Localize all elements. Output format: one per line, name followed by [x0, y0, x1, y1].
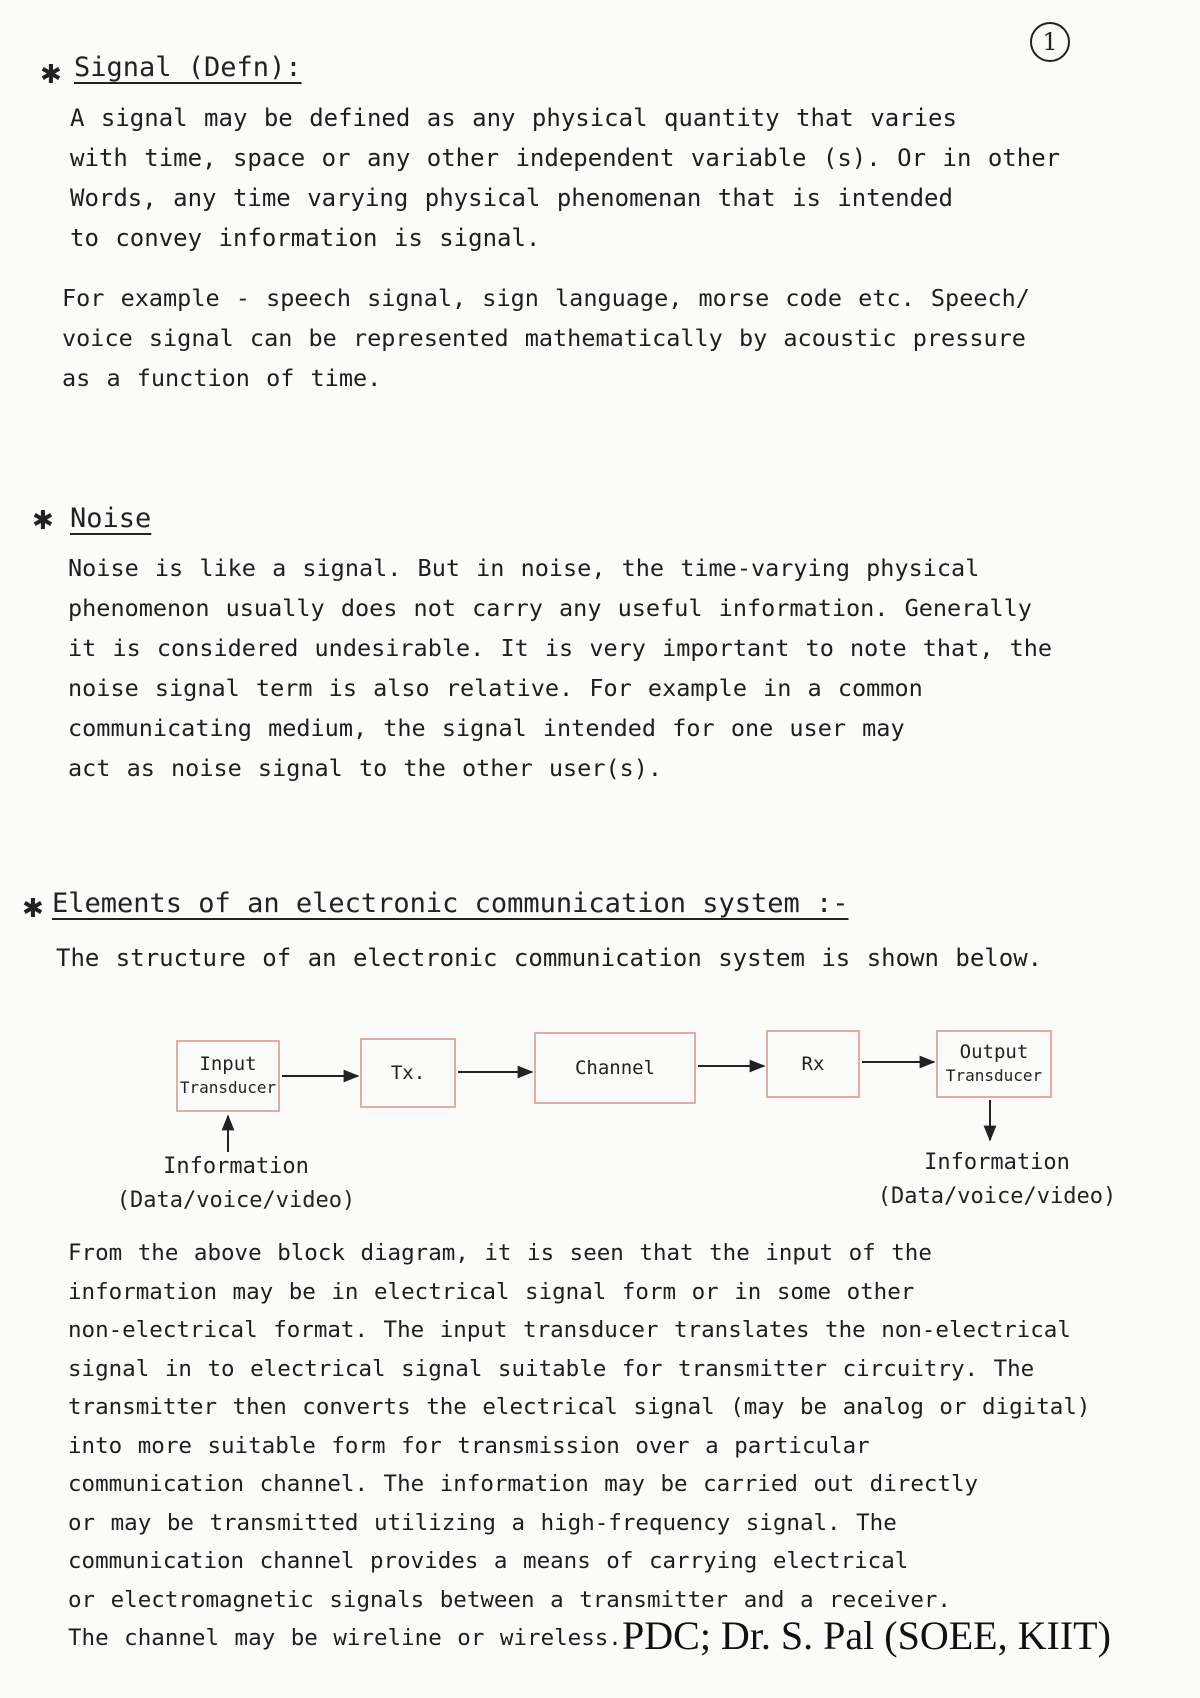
input-transducer-label: Transducer — [179, 1078, 277, 1097]
explanation-line: From the above block diagram, it is seen that the input of the — [68, 1240, 932, 1266]
output-information-caption — [872, 1146, 1122, 1214]
bullet-star-icon: ✱ — [40, 60, 62, 90]
explanation-line: information may be in electrical signal form or in some other — [68, 1278, 915, 1305]
input-caption-line: (Data/voice/video) — [116, 1188, 356, 1213]
signal-example-line: For example - speech signal, sign language, morse code etc. Speech/ — [62, 284, 1030, 312]
explanation-line: communication channel provides a means of carrying electrical — [68, 1548, 909, 1574]
bullet-star-icon: ✱ — [32, 506, 54, 536]
signal-example-line: voice signal can be represented mathematically by acoustic pressure — [62, 324, 1026, 352]
explanation-line: into more suitable form for transmission over a particular — [68, 1432, 870, 1459]
explanation-line: or electromagnetic signals between a transmitter and a receiver. — [68, 1586, 951, 1613]
rx-block: Rx — [766, 1030, 860, 1098]
noise-heading: Noise — [70, 503, 152, 534]
signal-heading: Signal (Defn): — [74, 52, 302, 83]
output-caption-line: (Data/voice/video) — [877, 1184, 1117, 1209]
channel-block: Channel — [534, 1032, 696, 1104]
input-transducer-label: Input — [199, 1053, 257, 1075]
signal-example-line: as a function of time. — [62, 364, 382, 392]
elements-explanation — [68, 1234, 1090, 1658]
signal-definition-line: A signal may be defined as any physical quantity that varies — [70, 104, 957, 132]
page-number: 1 — [1030, 22, 1070, 62]
tx-block: Tx. — [360, 1038, 456, 1108]
noise-line: communicating medium, the signal intended for one user may — [68, 714, 905, 742]
signal-definition-line: to convey information is signal. — [70, 224, 541, 252]
input-caption-line: Information — [163, 1154, 309, 1179]
output-transducer-label: Output — [959, 1041, 1029, 1063]
elements-intro-line: The structure of an electronic communication system is shown below. — [56, 944, 1043, 972]
explanation-line: transmitter then converts the electrical signal (may be analog or digital) — [68, 1394, 1091, 1420]
explanation-line: The channel may be wireline or wireless. — [68, 1625, 622, 1651]
noise-line: noise signal term is also relative. For example in a common — [68, 674, 923, 702]
explanation-line: non-electrical format. The input transducer translates the non-electrical — [68, 1317, 1071, 1343]
output-caption-line: Information — [924, 1150, 1070, 1175]
noise-line: it is considered undesirable. It is very important to note that, the — [68, 634, 1053, 662]
output-transducer-label: Transducer — [945, 1066, 1043, 1085]
footer-credit: PDC; Dr. S. Pal (SOEE, KIIT) — [622, 1613, 1111, 1658]
signal-definition-line: Words, any time varying physical phenomenan that is intended — [70, 184, 953, 212]
noise-line: act as noise signal to the other user(s). — [68, 754, 663, 782]
explanation-line: or may be transmitted utilizing a high-frequency signal. The — [68, 1509, 897, 1536]
explanation-line: signal in to electrical signal suitable for transmitter circuitry. The — [68, 1355, 1035, 1382]
bullet-star-icon: ✱ — [22, 894, 44, 924]
signal-definition-line: with time, space or any other independent variable (s). Or in other — [70, 144, 1061, 172]
noise-line: phenomenon usually does not carry any useful information. Generally — [68, 594, 1032, 622]
input-information-caption — [116, 1150, 356, 1218]
noise-line: Noise is like a signal. But in noise, the time-varying physical — [68, 554, 980, 582]
explanation-line: communication channel. The information may be carried out directly — [68, 1471, 979, 1497]
elements-heading: Elements of an electronic communication system :- — [52, 888, 849, 919]
